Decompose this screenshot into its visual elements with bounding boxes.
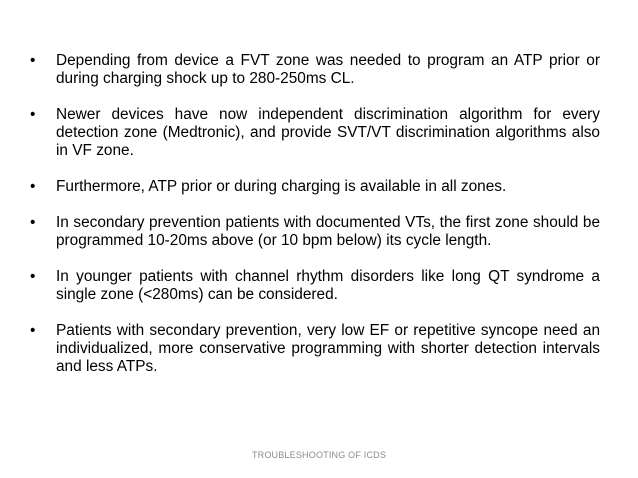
bullet-text: Furthermore, ATP prior or during charging is available in all zones.: [56, 178, 507, 195]
bullet-marker: •: [30, 214, 36, 231]
bullet-item: [30, 268, 600, 304]
bullet-marker: •: [30, 178, 36, 195]
bullet-text: In younger patients with channel rhythm disorders like long QT syndrome a single zone (<280ms) can be considered.: [56, 268, 600, 303]
bullet-item: [30, 52, 600, 88]
bullet-marker: •: [30, 268, 36, 285]
bullet-text: In secondary prevention patients with documented VTs, the first zone should be programmed 10-20ms above (or 10 bpm below) its cycle length.: [56, 214, 600, 249]
bullet-marker: •: [30, 106, 36, 123]
bullet-item: [30, 178, 600, 196]
bullet-text: Depending from device a FVT zone was needed to program an ATP prior or during charging shock up to 280-250ms CL.: [56, 52, 600, 87]
bullet-item: [30, 322, 600, 376]
slide-footer: TROUBLESHOOTING OF ICDS: [251, 450, 387, 460]
bullet-marker: •: [30, 52, 36, 69]
bullet-list: [30, 52, 600, 376]
bullet-text: Patients with secondary prevention, very low EF or repetitive syncope need an individualized, more conservative programming with shorter detection intervals and less ATPs.: [56, 322, 600, 375]
bullet-item: [30, 106, 600, 160]
bullet-text: Newer devices have now independent discrimination algorithm for every detection zone (Medtronic), and provide SVT/VT discrimination algorithms also in VF zone.: [56, 106, 600, 159]
bullet-marker: •: [30, 322, 36, 339]
bullet-item: [30, 214, 600, 250]
